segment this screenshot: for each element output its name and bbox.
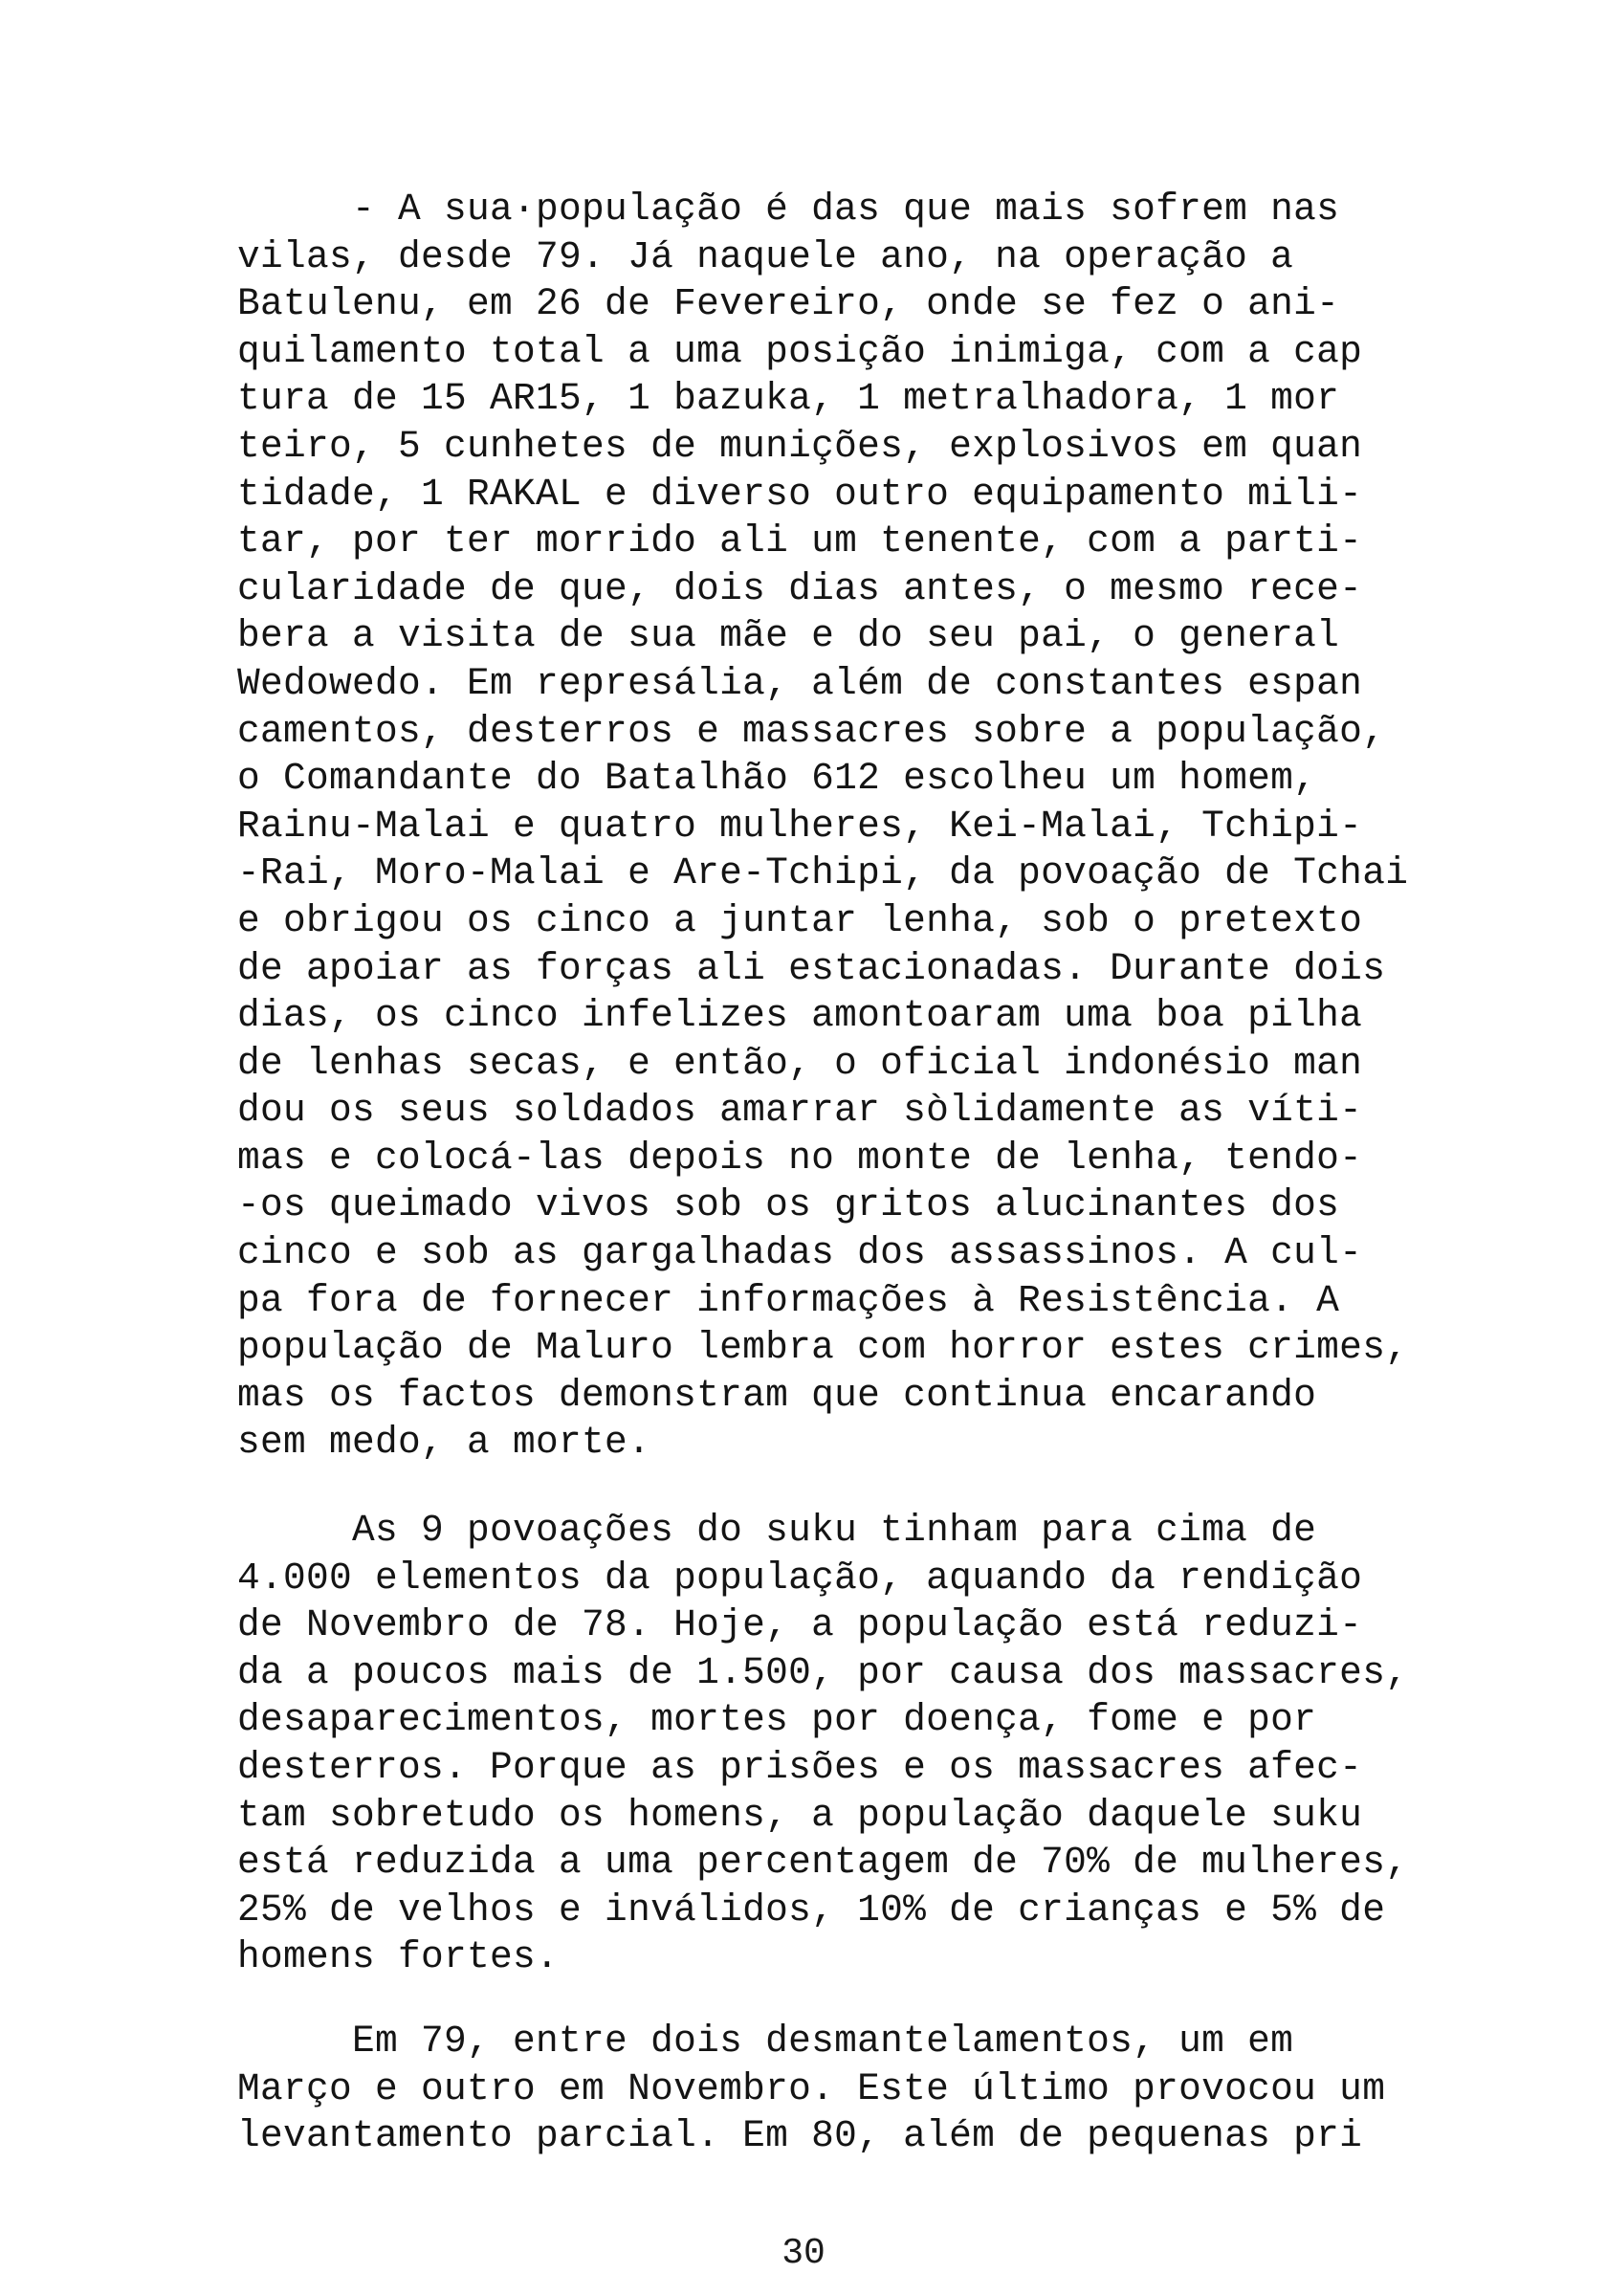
text-line: e obrigou os cinco a juntar lenha, sob o pretexto (237, 898, 1363, 942)
text-line: dou os seus soldados amarrar sòlidamente as víti- (237, 1089, 1363, 1133)
text-line: cularidade de que, dois dias antes, o mesmo rece- (237, 566, 1363, 610)
text-line: As 9 povoações do suku tinham para cima de (237, 1509, 1317, 1553)
text-line: -os queimado vivos sob os gritos alucinantes dos (237, 1183, 1340, 1227)
text-line: levantamento parcial. Em 80, além de pequenas pri (237, 2114, 1363, 2158)
text-line: tam sobretudo os homens, a população daquele suku (237, 1793, 1363, 1837)
text-line: camentos, desterros e massacres sobre a população, (237, 709, 1386, 753)
text-line: - A sua·população é das que mais sofrem nas (237, 188, 1340, 231)
text-line: Em 79, entre dois desmantelamentos, um em (237, 2019, 1294, 2063)
text-line: está reduzida a uma percentagem de 70% de mulheres, (237, 1841, 1409, 1885)
text-line: -Rai, Moro-Malai e Are-Tchipi, da povoação de Tchai (237, 851, 1409, 895)
text-line: quilamento total a uma posição inimiga, com a cap (237, 329, 1363, 373)
text-line: vilas, desde 79. Já naquele ano, na operação a (237, 234, 1294, 278)
page-number: 30 (781, 2233, 826, 2274)
text-line: população de Maluro lembra com horror estes crimes, (237, 1326, 1409, 1370)
text-line: o Comandante do Batalhão 612 escolheu um homem, (237, 757, 1317, 801)
text-line: Março e outro em Novembro. Este último provocou um (237, 2066, 1386, 2110)
paragraph-spacer (237, 1467, 1481, 1507)
text-line: cinco e sob as gargalhadas dos assassinos. A cul- (237, 1231, 1363, 1275)
text-line: Rainu-Malai e quatro mulheres, Kei-Malai, Tchipi- (237, 804, 1363, 848)
text-line: Batulenu, em 26 de Fevereiro, onde se fez o ani- (237, 282, 1340, 326)
paragraph-spacer (237, 1981, 1481, 2018)
text-line: tidade, 1 RAKAL e diverso outro equipamento mili- (237, 472, 1363, 516)
text-line: 25% de velhos e inválidos, 10% de crianças e 5% de (237, 1888, 1386, 1932)
paragraph-2 (237, 1507, 1481, 1981)
text-line: tar, por ter morrido ali um tenente, com a parti- (237, 519, 1363, 563)
text-line: da a poucos mais de 1.500, por causa dos massacres, (237, 1650, 1409, 1694)
text-line: tura de 15 AR15, 1 bazuka, 1 metralhadora, 1 mor (237, 377, 1340, 421)
text-line: mas os factos demonstram que continua encarando (237, 1373, 1317, 1417)
text-line: de Novembro de 78. Hoje, a população está reduzi- (237, 1603, 1363, 1647)
text-line: mas e colocá-las depois no monte de lenha, tendo- (237, 1136, 1363, 1180)
text-line: bera a visita de sua mãe e do seu pai, o general (237, 614, 1340, 658)
body-text (237, 186, 1481, 2160)
text-line: de apoiar as forças ali estacionadas. Durante dois (237, 946, 1386, 990)
text-line: Wedowedo. Em represália, além de constantes espan (237, 661, 1363, 705)
text-line: desaparecimentos, mortes por doença, fome e por (237, 1698, 1317, 1742)
text-line: dias, os cinco infelizes amontoaram uma boa pilha (237, 994, 1363, 1038)
text-line: pa fora de fornecer informações à Resistência. A (237, 1278, 1340, 1322)
text-line: homens fortes. (237, 1935, 560, 1979)
paragraph-3 (237, 2018, 1481, 2160)
text-line: sem medo, a morte. (237, 1421, 651, 1465)
text-line: de lenhas secas, e então, o oficial indonésio man (237, 1041, 1363, 1085)
paragraph-1 (237, 186, 1481, 1467)
text-line: 4.000 elementos da população, aquando da rendição (237, 1556, 1363, 1600)
text-line: desterros. Porque as prisões e os massacres afec- (237, 1746, 1363, 1789)
text-line: teiro, 5 cunhetes de munições, explosivos em quan (237, 424, 1363, 468)
